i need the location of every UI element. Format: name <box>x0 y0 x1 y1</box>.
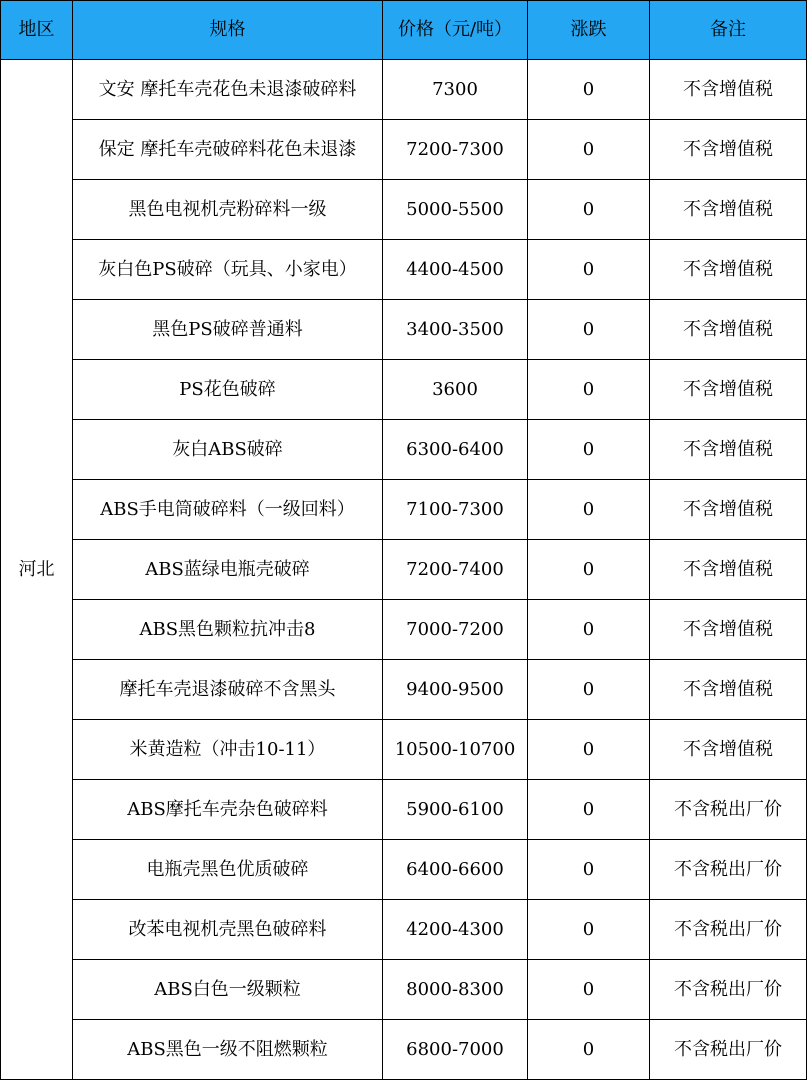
note-cell: 不含增值税 <box>650 480 807 540</box>
note-cell: 不含税出厂价 <box>650 780 807 840</box>
table-header <box>1 1 807 60</box>
price-cell: 8000-8300 <box>383 960 528 1020</box>
note-cell: 不含增值税 <box>650 600 807 660</box>
table-row <box>1 480 807 540</box>
change-cell: 0 <box>528 120 650 180</box>
table-row <box>1 60 807 120</box>
note-cell: 不含税出厂价 <box>650 1020 807 1080</box>
spec-cell: 灰白ABS破碎 <box>73 420 383 480</box>
header-spec: 规格 <box>73 1 383 60</box>
note-cell: 不含增值税 <box>650 420 807 480</box>
spec-cell: 灰白色PS破碎（玩具、小家电） <box>73 240 383 300</box>
change-cell: 0 <box>528 900 650 960</box>
spec-cell: 电瓶壳黑色优质破碎 <box>73 840 383 900</box>
table-row <box>1 240 807 300</box>
spec-cell: ABS黑色颗粒抗冲击8 <box>73 600 383 660</box>
price-cell: 6800-7000 <box>383 1020 528 1080</box>
table-row <box>1 120 807 180</box>
note-cell: 不含增值税 <box>650 120 807 180</box>
table-row <box>1 960 807 1020</box>
price-cell: 7300 <box>383 60 528 120</box>
header-region: 地区 <box>1 1 73 60</box>
change-cell: 0 <box>528 600 650 660</box>
note-cell: 不含增值税 <box>650 60 807 120</box>
spec-cell: ABS蓝绿电瓶壳破碎 <box>73 540 383 600</box>
price-cell: 4200-4300 <box>383 900 528 960</box>
spec-cell: ABS手电筒破碎料（一级回料） <box>73 480 383 540</box>
spec-cell: ABS白色一级颗粒 <box>73 960 383 1020</box>
spec-cell: ABS摩托车壳杂色破碎料 <box>73 780 383 840</box>
spec-cell: 保定 摩托车壳破碎料花色未退漆 <box>73 120 383 180</box>
note-cell: 不含税出厂价 <box>650 960 807 1020</box>
price-cell: 3400-3500 <box>383 300 528 360</box>
price-cell: 7000-7200 <box>383 600 528 660</box>
table-row <box>1 720 807 780</box>
note-cell: 不含增值税 <box>650 300 807 360</box>
table-row <box>1 1020 807 1080</box>
table-row <box>1 420 807 480</box>
table-row <box>1 360 807 420</box>
note-cell: 不含增值税 <box>650 240 807 300</box>
change-cell: 0 <box>528 180 650 240</box>
spec-cell: ABS黑色一级不阻燃颗粒 <box>73 1020 383 1080</box>
change-cell: 0 <box>528 360 650 420</box>
change-cell: 0 <box>528 780 650 840</box>
price-cell: 7200-7300 <box>383 120 528 180</box>
note-cell: 不含增值税 <box>650 540 807 600</box>
price-cell: 7200-7400 <box>383 540 528 600</box>
change-cell: 0 <box>528 540 650 600</box>
price-cell: 5000-5500 <box>383 180 528 240</box>
table-row <box>1 780 807 840</box>
change-cell: 0 <box>528 1020 650 1080</box>
note-cell: 不含增值税 <box>650 360 807 420</box>
change-cell: 0 <box>528 240 650 300</box>
note-cell: 不含税出厂价 <box>650 840 807 900</box>
change-cell: 0 <box>528 300 650 360</box>
change-cell: 0 <box>528 420 650 480</box>
price-cell: 4400-4500 <box>383 240 528 300</box>
change-cell: 0 <box>528 60 650 120</box>
spec-cell: 黑色PS破碎普通料 <box>73 300 383 360</box>
header-change: 涨跌 <box>528 1 650 60</box>
price-cell: 6300-6400 <box>383 420 528 480</box>
spec-cell: PS花色破碎 <box>73 360 383 420</box>
region-cell: 河北 <box>1 60 73 1080</box>
note-cell: 不含增值税 <box>650 720 807 780</box>
header-row <box>1 1 807 60</box>
table-row <box>1 540 807 600</box>
spec-cell: 黑色电视机壳粉碎料一级 <box>73 180 383 240</box>
change-cell: 0 <box>528 720 650 780</box>
price-cell: 6400-6600 <box>383 840 528 900</box>
note-cell: 不含税出厂价 <box>650 900 807 960</box>
spec-cell: 摩托车壳退漆破碎不含黑头 <box>73 660 383 720</box>
price-cell: 3600 <box>383 360 528 420</box>
change-cell: 0 <box>528 840 650 900</box>
table-row <box>1 660 807 720</box>
price-cell: 7100-7300 <box>383 480 528 540</box>
spec-cell: 米黄造粒（冲击10-11） <box>73 720 383 780</box>
note-cell: 不含增值税 <box>650 180 807 240</box>
table-row <box>1 300 807 360</box>
table-row <box>1 180 807 240</box>
change-cell: 0 <box>528 480 650 540</box>
price-cell: 9400-9500 <box>383 660 528 720</box>
table-row <box>1 900 807 960</box>
change-cell: 0 <box>528 660 650 720</box>
change-cell: 0 <box>528 960 650 1020</box>
table-row <box>1 600 807 660</box>
header-price: 价格（元/吨） <box>383 1 528 60</box>
price-cell: 5900-6100 <box>383 780 528 840</box>
spec-cell: 改苯电视机壳黑色破碎料 <box>73 900 383 960</box>
price-cell: 10500-10700 <box>383 720 528 780</box>
table-row <box>1 840 807 900</box>
header-note: 备注 <box>650 1 807 60</box>
spec-cell: 文安 摩托车壳花色未退漆破碎料 <box>73 60 383 120</box>
table-body <box>1 60 807 1080</box>
note-cell: 不含增值税 <box>650 660 807 720</box>
